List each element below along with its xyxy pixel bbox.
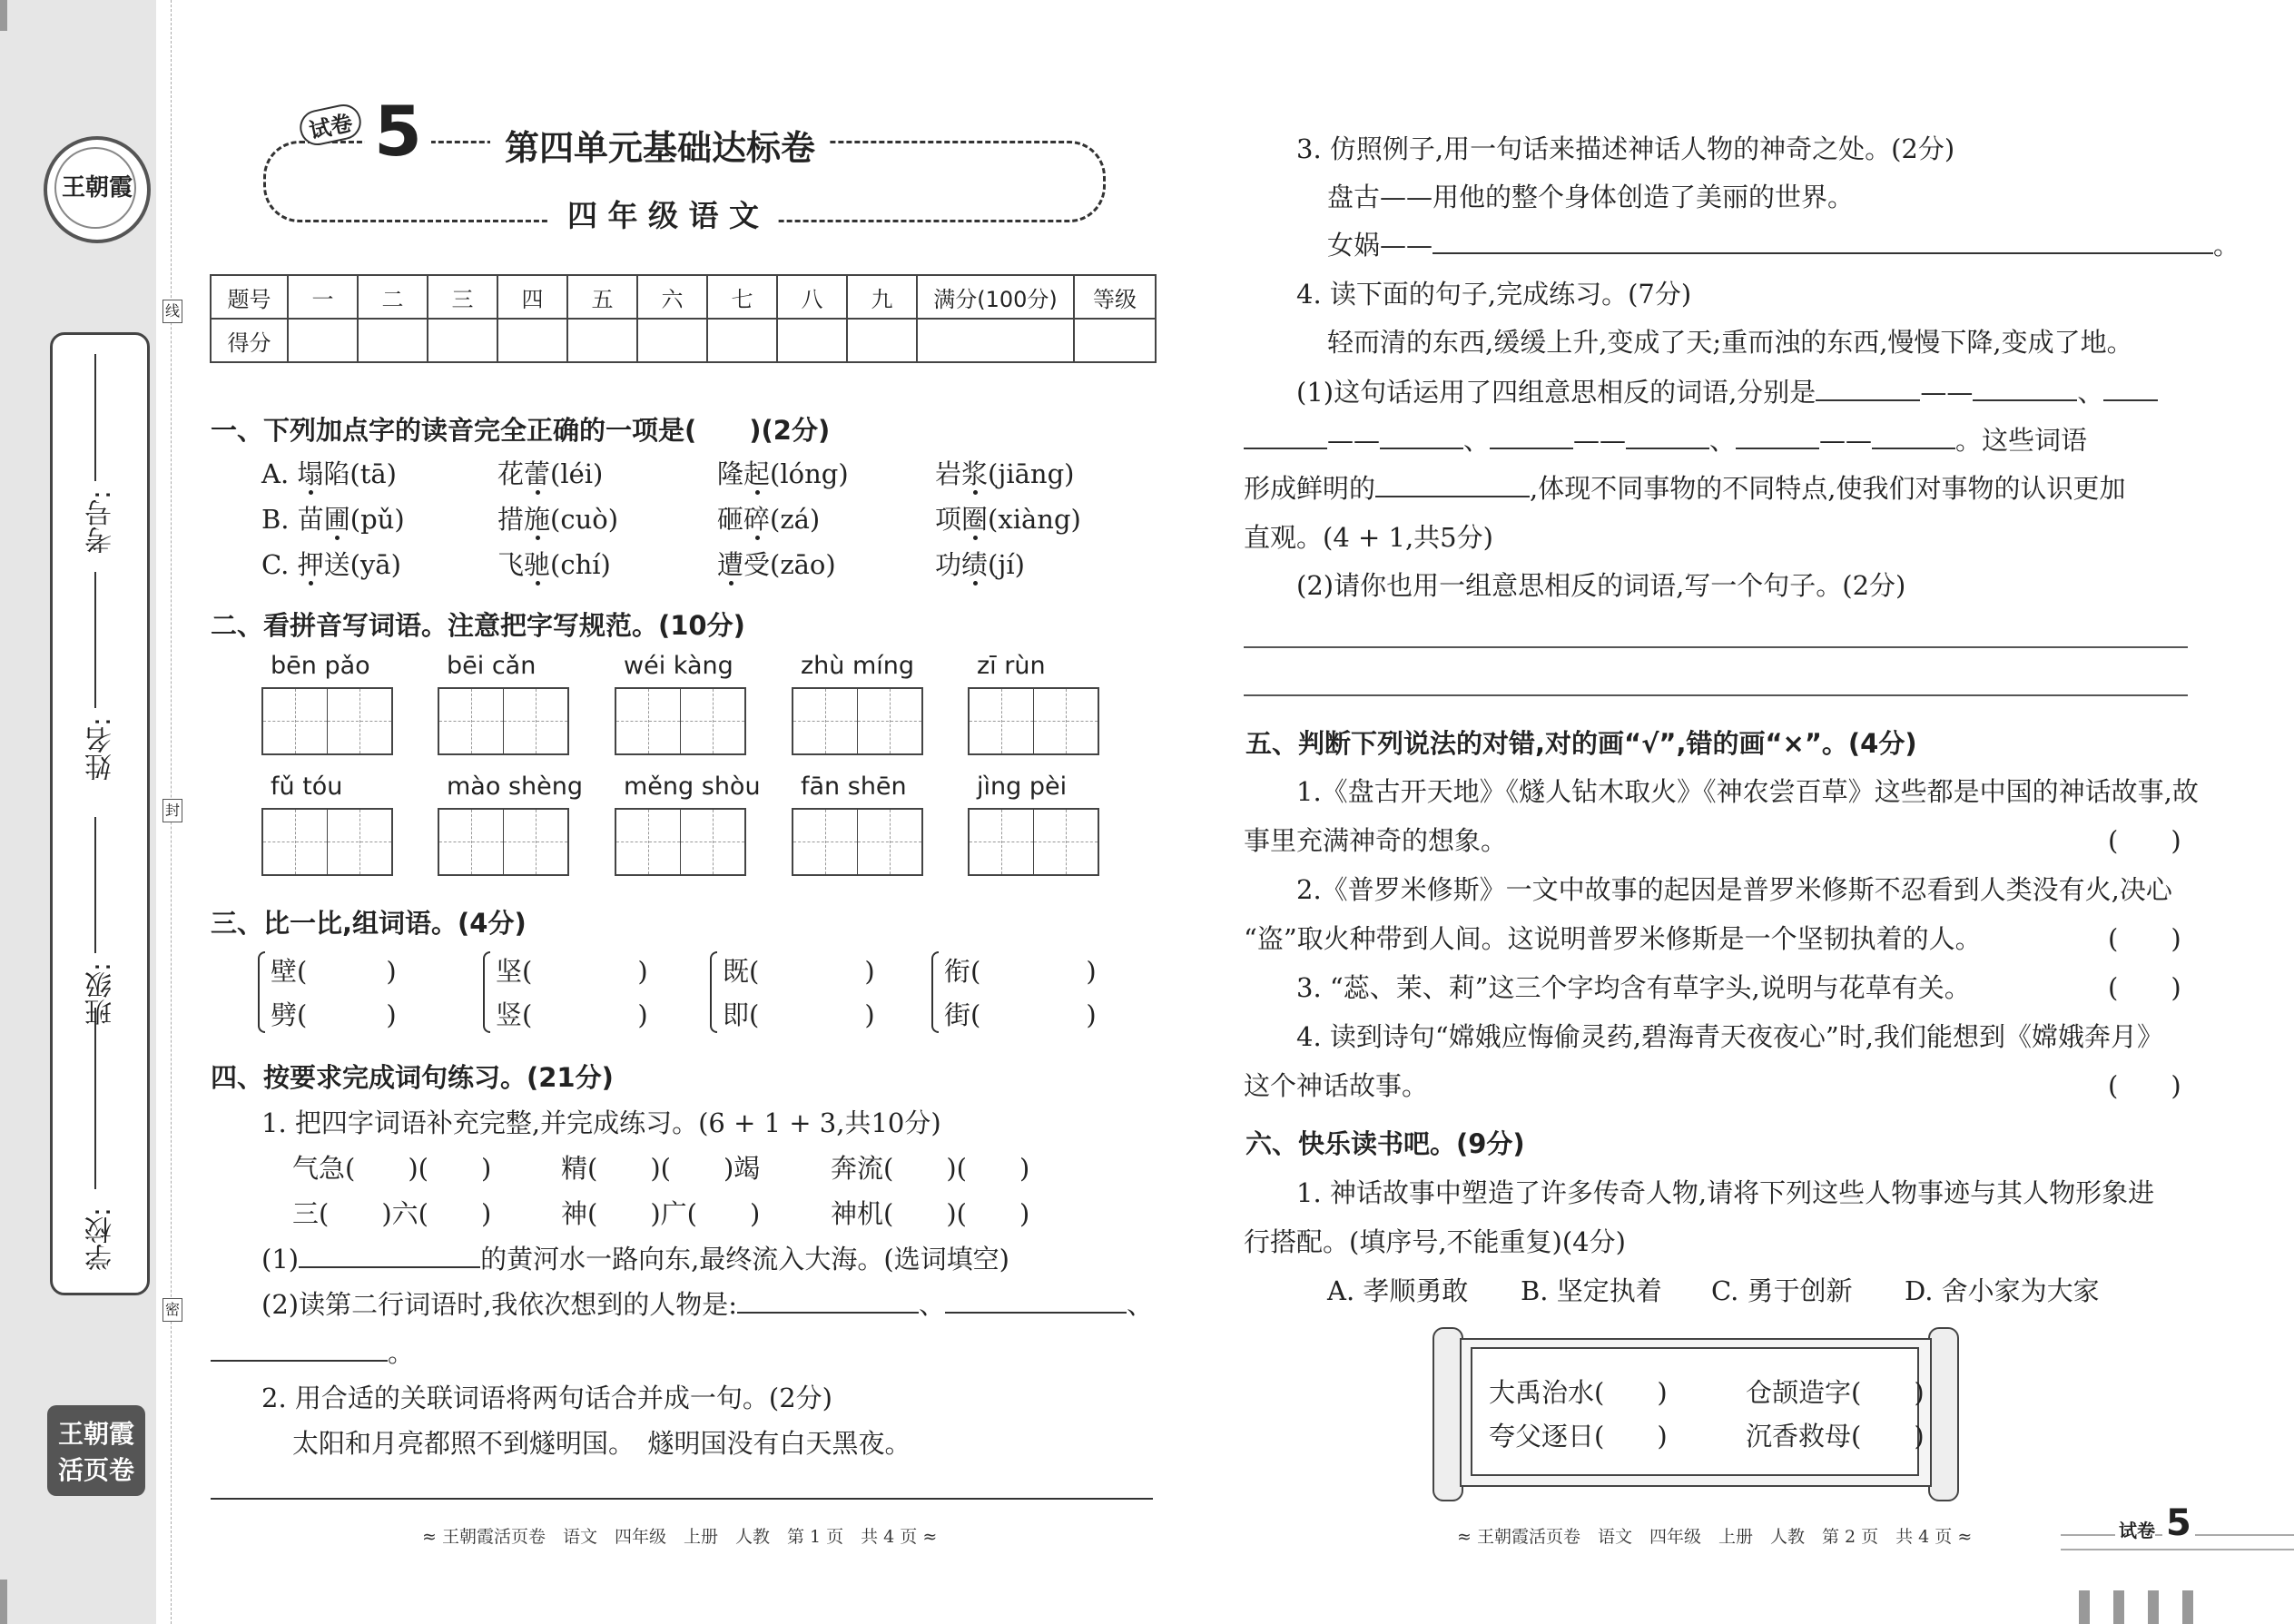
- brace: [710, 951, 717, 1033]
- pinyin-label: mào shèng: [447, 773, 583, 801]
- s4-q4: 4. 读下面的句子,完成练习。(7分): [1296, 279, 1692, 310]
- score-cell[interactable]: [707, 319, 777, 362]
- s4-q2: 2. 用合适的关联词语将两句话合并成一句。(2分): [261, 1383, 832, 1413]
- reading-option: [497, 499, 618, 536]
- judge-item: 4. 读到诗句“嫦娥应悔偷灵药,碧海青天夜夜心”时,我们能想到《嫦娥奔月》: [1296, 1021, 2163, 1052]
- test-badge: 试卷: [297, 101, 365, 148]
- sub1-blank[interactable]: [299, 1266, 480, 1268]
- s4-q3-answer: [1327, 225, 2240, 262]
- writing-grid[interactable]: [261, 687, 393, 755]
- q4-blank[interactable]: [1626, 448, 1709, 449]
- q4-text: 形成鲜明的: [1244, 473, 1376, 504]
- option-c: C. 勇于创新: [1711, 1275, 1853, 1306]
- score-cell[interactable]: [637, 319, 707, 362]
- q4-blank[interactable]: [1375, 496, 1530, 497]
- q3-blank[interactable]: [1433, 252, 2213, 254]
- q4-blank[interactable]: [1973, 399, 2077, 401]
- section-6-title: 六、快乐读书吧。(9分): [1245, 1128, 1525, 1159]
- s4-q4-1-cont3: 直观。(4 + 1,共5分): [1244, 522, 1493, 553]
- score-header: 题号: [211, 275, 288, 319]
- pinyin-label: bēi cǎn: [447, 652, 537, 680]
- brace: [258, 951, 265, 1033]
- section-1-title: 一、下列加点字的读音完全正确的一项是( )(2分): [211, 415, 831, 446]
- compare-word[interactable]: 竖( ): [496, 999, 648, 1030]
- q4-blank[interactable]: [1244, 448, 1327, 449]
- name-field[interactable]: [94, 572, 96, 708]
- option-prefix: B. 苗: [261, 504, 324, 535]
- compare-word[interactable]: 劈( ): [271, 999, 397, 1030]
- writing-grid[interactable]: [615, 687, 746, 755]
- sub1-text: 的黄河水一路向东,最终流入大海。(选词填空): [480, 1244, 1009, 1275]
- left-footer: ≈ 王朝霞活页卷 语文 四年级 上册 人教 第 1 页 共 4 页 ≈: [422, 1527, 938, 1547]
- sub2-period: 。: [388, 1337, 415, 1368]
- score-cell[interactable]: [847, 319, 917, 362]
- score-cell[interactable]: [358, 319, 428, 362]
- s4-q4-2: (2)请你也用一组意思相反的词语,写一个句子。(2分): [1296, 570, 1906, 601]
- reading-option: [261, 454, 397, 491]
- brace: [483, 951, 490, 1033]
- reading-option: [717, 499, 820, 536]
- score-header: 三: [428, 275, 497, 319]
- dash: ——: [1327, 425, 1380, 456]
- option-prefix: 功: [935, 549, 962, 580]
- score-label: 得分: [211, 319, 288, 362]
- score-header: 等级: [1074, 275, 1156, 319]
- score-cell[interactable]: [1074, 319, 1156, 362]
- compare-word[interactable]: 即( ): [723, 999, 875, 1030]
- s4-q4-text: 轻而清的东西,缓缓上升,变成了天;重而浊的东西,慢慢下降,变成了地。: [1327, 327, 2133, 358]
- dash: ——: [1573, 425, 1627, 456]
- brand-logo: [44, 136, 151, 243]
- reading-option: [717, 454, 849, 491]
- score-header: 六: [637, 275, 707, 319]
- sub2-blank-1[interactable]: [737, 1312, 919, 1314]
- score-table: [210, 274, 1157, 363]
- s6-q1: 1. 神话故事中塑造了许多传奇人物,请将下列这些人物事迹与其人物形象进: [1296, 1177, 2155, 1208]
- compare-word[interactable]: 街( ): [944, 999, 1097, 1030]
- dotted-char: 塌: [297, 458, 324, 489]
- idiom-2: 精( )( )竭: [561, 1153, 761, 1184]
- seam-seal: 封: [162, 799, 182, 822]
- seam-line: 线: [162, 300, 182, 323]
- writing-grid[interactable]: [438, 808, 569, 876]
- option-d: D. 舍小家为大家: [1905, 1275, 2100, 1306]
- s4-q4-1: [1296, 372, 2158, 409]
- section-4-title: 四、按要求完成词句练习。(21分): [211, 1062, 614, 1093]
- dotted-char: 遭: [717, 549, 744, 580]
- option-prefix: 飞: [497, 549, 525, 580]
- option-reading: (léi): [550, 458, 604, 489]
- q4-blank[interactable]: [1816, 399, 1920, 401]
- s4-q2-text: 太阳和月亮都照不到燧明国。 燧明国没有白天黑夜。: [292, 1428, 911, 1459]
- dotted-char: 浆: [961, 458, 989, 489]
- writing-grid[interactable]: [792, 808, 923, 876]
- option-reading: (lóng): [770, 458, 849, 489]
- q4-blank[interactable]: [1380, 448, 1463, 449]
- q3-prefix: 女娲——: [1327, 230, 1433, 261]
- right-footer: ≈ 王朝霞活页卷 语文 四年级 上册 人教 第 2 页 共 4 页 ≈: [1457, 1527, 1973, 1547]
- option-b: B. 坚定执着: [1521, 1275, 1662, 1306]
- brace: [931, 951, 939, 1033]
- idiom-3: 奔流( )( ): [831, 1153, 1030, 1184]
- s4-q4-1-cont: [1244, 420, 2087, 458]
- badge-logo: 王朝霞: [57, 1419, 134, 1449]
- pinyin-label: fān shēn: [801, 773, 907, 801]
- footer-number: 5: [2162, 1502, 2195, 1544]
- writing-grid[interactable]: [968, 808, 1099, 876]
- score-cell[interactable]: [428, 319, 497, 362]
- reading-option: [935, 545, 1025, 582]
- sub2-blank-2[interactable]: [945, 1312, 1127, 1314]
- score-cell[interactable]: [567, 319, 637, 362]
- option-reading: (zá): [770, 504, 821, 535]
- option-reading: 受(zāo): [743, 549, 836, 580]
- writing-grid[interactable]: [615, 808, 746, 876]
- idiom-5: 神( )广( ): [561, 1198, 761, 1229]
- score-cell[interactable]: [288, 319, 358, 362]
- school-field[interactable]: [94, 1008, 96, 1189]
- judge-item: 1.《盘古开天地》《燧人钻木取火》《神农尝百草》这些都是中国的神话故事,故: [1296, 776, 2199, 807]
- pinyin-label: fǔ tóu: [271, 773, 343, 801]
- class-field[interactable]: [94, 817, 96, 953]
- dotted-char: 绩: [961, 549, 989, 580]
- option-prefix: C.: [261, 549, 298, 580]
- writing-grid[interactable]: [968, 687, 1099, 755]
- s4-q1: 1. 把四字词语补充完整,并完成练习。(6 + 1 + 3,共10分): [261, 1107, 941, 1138]
- test-number: 5: [365, 91, 431, 172]
- judge-item-cont: “盗”取火种带到人间。这说明普罗米修斯是一个坚韧执着的人。: [1244, 923, 1982, 954]
- score-header: 二: [358, 275, 428, 319]
- pinyin-label: měng shòu: [624, 773, 761, 801]
- q4-text: ,体现不同事物的不同特点,使我们对事物的认识更加: [1530, 473, 2126, 504]
- reading-option: [497, 454, 603, 491]
- section-2-title: 二、看拼音写词语。注意把字写规范。(10分): [211, 610, 745, 641]
- option-reading: 陷(tā): [323, 458, 397, 489]
- option-prefix: 砸: [717, 504, 744, 535]
- reading-option: [261, 499, 405, 536]
- option-reading: (chí): [550, 549, 611, 580]
- logo-text: 王朝霞: [61, 174, 133, 202]
- judge-item-cont: 事里充满神奇的想象。: [1244, 825, 1508, 856]
- option-prefix: 项: [935, 504, 962, 535]
- option-reading: (xiàng): [988, 504, 1081, 535]
- sub1-prefix: (1): [261, 1244, 300, 1275]
- option-reading: (pǔ): [350, 504, 405, 535]
- dotted-char: 起: [743, 458, 771, 489]
- s4-q4-1-cont2: [1244, 468, 2125, 506]
- section-3-title: 三、比一比,组词语。(4分): [211, 908, 527, 939]
- s4-q3-example: 盘古——用他的整个身体创造了美丽的世界。: [1327, 182, 1855, 212]
- match-4[interactable]: 沉香救母( ): [1746, 1421, 1925, 1452]
- s6-q1-cont: 行搭配。(填序号,不能重复)(4分): [1244, 1226, 1626, 1257]
- dotted-char: 押: [297, 549, 324, 580]
- sep: 、: [1463, 425, 1491, 456]
- dotted-char: 蕾: [524, 458, 551, 489]
- page-title: 第四单元基础达标卷: [490, 120, 830, 170]
- scroll-frame: [1433, 1327, 1959, 1498]
- option-reading: (jiāng): [988, 458, 1075, 489]
- judge-item-cont: 这个神话故事。: [1244, 1070, 1429, 1101]
- s4-sub2: [261, 1284, 1153, 1322]
- option-reading: (cuò): [550, 504, 619, 535]
- sub2-text: (2)读第二行词语时,我依次想到的人物是:: [261, 1289, 738, 1320]
- page-subtitle: 四 年 级 语 文: [549, 192, 777, 235]
- option-prefix: 花: [497, 458, 525, 489]
- pinyin-label: jìng pèi: [977, 773, 1068, 801]
- reading-option: [717, 545, 836, 582]
- q3-period: 。: [2213, 230, 2240, 261]
- score-header: 九: [847, 275, 917, 319]
- school-label: 学校:: [85, 1207, 117, 1272]
- match-3[interactable]: 夸父逐日( ): [1489, 1421, 1668, 1452]
- judge-item: 3. “蕊、茉、莉”这三个字均含有草字头,说明与花草有关。: [1296, 972, 1971, 1003]
- exam-no-label: 考号:: [85, 490, 117, 555]
- answer-line-1[interactable]: [1244, 646, 2188, 648]
- student-info-box: [50, 332, 150, 1295]
- score-header: 八: [777, 275, 847, 319]
- sep: 、: [1709, 425, 1737, 456]
- writing-grid[interactable]: [261, 808, 393, 876]
- score-cell[interactable]: [777, 319, 847, 362]
- score-header: 一: [288, 275, 358, 319]
- judge-answer[interactable]: ( ): [2108, 1070, 2181, 1101]
- compare-word[interactable]: 壁( ): [271, 956, 397, 987]
- answer-line-2[interactable]: [1244, 694, 2188, 696]
- reading-option: [261, 545, 401, 582]
- badge-sub: 活页卷: [57, 1455, 134, 1485]
- footer-badge: 试卷: [2115, 1516, 2155, 1542]
- option-reading: (jí): [988, 549, 1025, 580]
- reading-option: [935, 499, 1081, 536]
- score-header: 四: [497, 275, 567, 319]
- score-cell[interactable]: [917, 319, 1074, 362]
- class-label: 班级:: [85, 962, 117, 1027]
- brand-badge: [47, 1405, 145, 1496]
- s4-q3: 3. 仿照例子,用一句话来描述神话人物的神奇之处。(2分): [1296, 133, 1955, 164]
- sub2-blank-3[interactable]: [211, 1360, 388, 1362]
- score-header: 七: [707, 275, 777, 319]
- match-1[interactable]: 大禹治水( ): [1489, 1377, 1668, 1408]
- dotted-char: 驰: [524, 549, 551, 580]
- pinyin-label: wéi kàng: [624, 652, 733, 680]
- dotted-char: 碎: [743, 504, 771, 535]
- section-5-title: 五、判断下列说法的对错,对的画“√”,错的画“×”。(4分): [1245, 728, 1917, 759]
- writing-grid[interactable]: [438, 687, 569, 755]
- match-2[interactable]: 仓颉造字( ): [1746, 1377, 1925, 1408]
- pinyin-label: zī rùn: [977, 652, 1046, 680]
- q4-1-text: (1)这句话运用了四组意思相反的词语,分别是: [1296, 377, 1816, 408]
- idiom-6: 神机( )( ): [831, 1198, 1030, 1229]
- compare-word[interactable]: 衔( ): [944, 956, 1097, 987]
- compare-word[interactable]: 既( ): [723, 956, 875, 987]
- reading-option: [935, 454, 1074, 491]
- pinyin-label: zhù míng: [801, 652, 915, 680]
- option-a: A. 孝顺勇敢: [1327, 1275, 1469, 1306]
- score-header: 满分(100分): [917, 275, 1074, 319]
- pinyin-label: bēn pǎo: [271, 652, 370, 680]
- writing-grid[interactable]: [792, 687, 923, 755]
- sub2-sep: 、: [1127, 1289, 1154, 1320]
- option-prefix: 隆: [717, 458, 744, 489]
- q4-blank[interactable]: [1736, 448, 1819, 449]
- compare-word[interactable]: 坚( ): [496, 956, 648, 987]
- s4-sub1: [261, 1239, 1009, 1276]
- binding-sidebar: [0, 0, 156, 1624]
- dotted-char: 圈: [961, 504, 989, 535]
- judge-item: 2.《普罗米修斯》一文中故事的起因是普罗米修斯不忍看到人类没有火,决心: [1296, 874, 2172, 905]
- sub2-sep: 、: [919, 1289, 946, 1320]
- sep: 、: [2077, 377, 2104, 408]
- q4-text: 。这些词语: [1955, 425, 2088, 456]
- dotted-char: 施: [524, 504, 551, 535]
- option-prefix: 措: [497, 504, 525, 535]
- option-reading: 送(yā): [323, 549, 401, 580]
- idiom-4: 三( )六( ): [292, 1198, 492, 1229]
- dash: ——: [1819, 425, 1873, 456]
- option-prefix: 岩: [935, 458, 962, 489]
- name-label: 姓名:: [85, 717, 117, 782]
- left-footer-rule: [211, 1498, 1153, 1500]
- dotted-char: 圃: [323, 504, 350, 535]
- seam-secret: 密: [162, 1298, 182, 1322]
- q4-blank[interactable]: [1872, 448, 1955, 449]
- judge-answer[interactable]: ( ): [2108, 923, 2181, 954]
- idiom-1: 气急( )( ): [292, 1153, 492, 1184]
- reading-option: [497, 545, 611, 582]
- q4-blank[interactable]: [1490, 448, 1573, 449]
- s4-sub2-cont: [211, 1333, 414, 1370]
- exam-no-field[interactable]: [94, 354, 96, 481]
- dash: ——: [1920, 377, 1974, 408]
- q4-blank[interactable]: [2103, 399, 2158, 401]
- score-header: 五: [567, 275, 637, 319]
- score-cell[interactable]: [497, 319, 567, 362]
- option-prefix: A.: [261, 458, 298, 489]
- judge-answer[interactable]: ( ): [2108, 972, 2181, 1003]
- judge-answer[interactable]: ( ): [2108, 825, 2181, 856]
